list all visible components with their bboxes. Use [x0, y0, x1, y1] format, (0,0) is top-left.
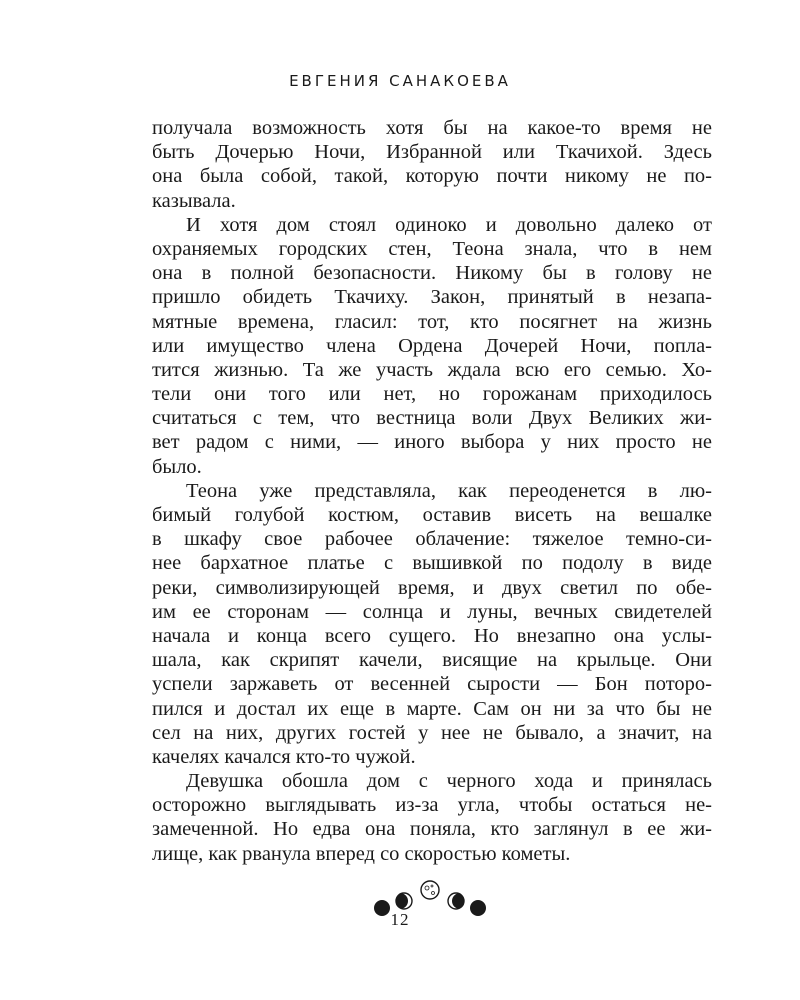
- text-line: считаться с тем, что вестница воли Двух Великих жи-: [152, 407, 712, 430]
- text-line: охраняемых городских стен, Теона знала, что в нем: [152, 237, 712, 260]
- text-line: в шкафу свое рабочее облачение: тяжелое темно-си-: [152, 528, 712, 551]
- text-line: качелях качался кто-то чужой.: [152, 745, 416, 768]
- text-line: пришло обидеть Ткачиху. Закон, принятый в незапа-: [152, 286, 712, 309]
- running-head: ЕВГЕНИЯ САНАКОЕВА: [289, 72, 511, 90]
- text-line: тели они того или нет, но горожанам приходилось: [152, 383, 712, 406]
- text-line: сел на них, других гостей у нее не бывало, а значит, на: [152, 721, 712, 744]
- text-line: пился и достал их еще в марте. Сам он ни за что бы не: [152, 697, 712, 720]
- text-line: тится жизнью. Та же участь ждала всю его семью. Хо-: [152, 358, 712, 381]
- text-line: успели заржаветь от весенней сырости — Бон поторо-: [152, 673, 712, 696]
- text-line: им ее сторонам — солнца и луны, вечных свидетелей: [152, 600, 712, 623]
- paragraph-1: [152, 116, 712, 213]
- moon-phase-crescent-icon: [392, 893, 412, 909]
- paragraph-4: [152, 769, 712, 866]
- text-line: мятные времена, гласил: тот, кто посягнет на жизнь: [152, 310, 712, 333]
- text-line: получала возможность хотя бы на какое-то время не: [152, 117, 712, 139]
- text-line: начала и конца всего сущего. Но внезапно она услы-: [152, 624, 712, 647]
- paragraph-2: [152, 213, 712, 479]
- paragraph-3: [152, 479, 712, 769]
- text-line: И хотя дом стоял одиноко и довольно далеко от: [186, 213, 712, 236]
- body-text: [152, 116, 712, 866]
- text-line: вет радом с ними, — иного выбора у них просто не: [152, 431, 712, 454]
- text-line: Девушка обошла дом с черного хода и принялась: [186, 770, 712, 793]
- moon-phase-waning-icon: [448, 893, 468, 909]
- text-line: нее бархатное платье с вышивкой по подолу в виде: [152, 552, 712, 575]
- text-line: шала, как скрипят качели, висящие на крыльце. Они: [152, 649, 712, 672]
- text-line: осторожно выглядывать из-за угла, чтобы остаться не-: [152, 794, 712, 817]
- text-line: Теона уже представляла, как переоденется в лю-: [186, 479, 712, 502]
- text-line: казывала.: [152, 189, 236, 212]
- text-line: она в полной безопасности. Никому бы в голову не: [152, 262, 712, 285]
- text-line: или имущество члена Ордена Дочерей Ночи, попла-: [152, 334, 712, 357]
- text-line: она была собой, такой, которую почти никому не по-: [152, 165, 712, 188]
- text-line: бимый голубой костюм, оставив висеть на вешалке: [152, 504, 712, 526]
- page-number: 12: [390, 910, 410, 929]
- text-line: было.: [152, 455, 202, 478]
- text-line: замеченной. Но едва она поняла, кто заглянул в ее жи-: [152, 818, 712, 841]
- text-line: реки, символизирующей время, и двух светил по обе-: [152, 576, 712, 599]
- text-line: быть Дочерью Ночи, Избранной или Ткачихой. Здесь: [152, 141, 712, 164]
- text-line: лище, как рванула вперед со скоростью кометы.: [152, 842, 571, 865]
- moon-phase-full-icon: [421, 881, 439, 899]
